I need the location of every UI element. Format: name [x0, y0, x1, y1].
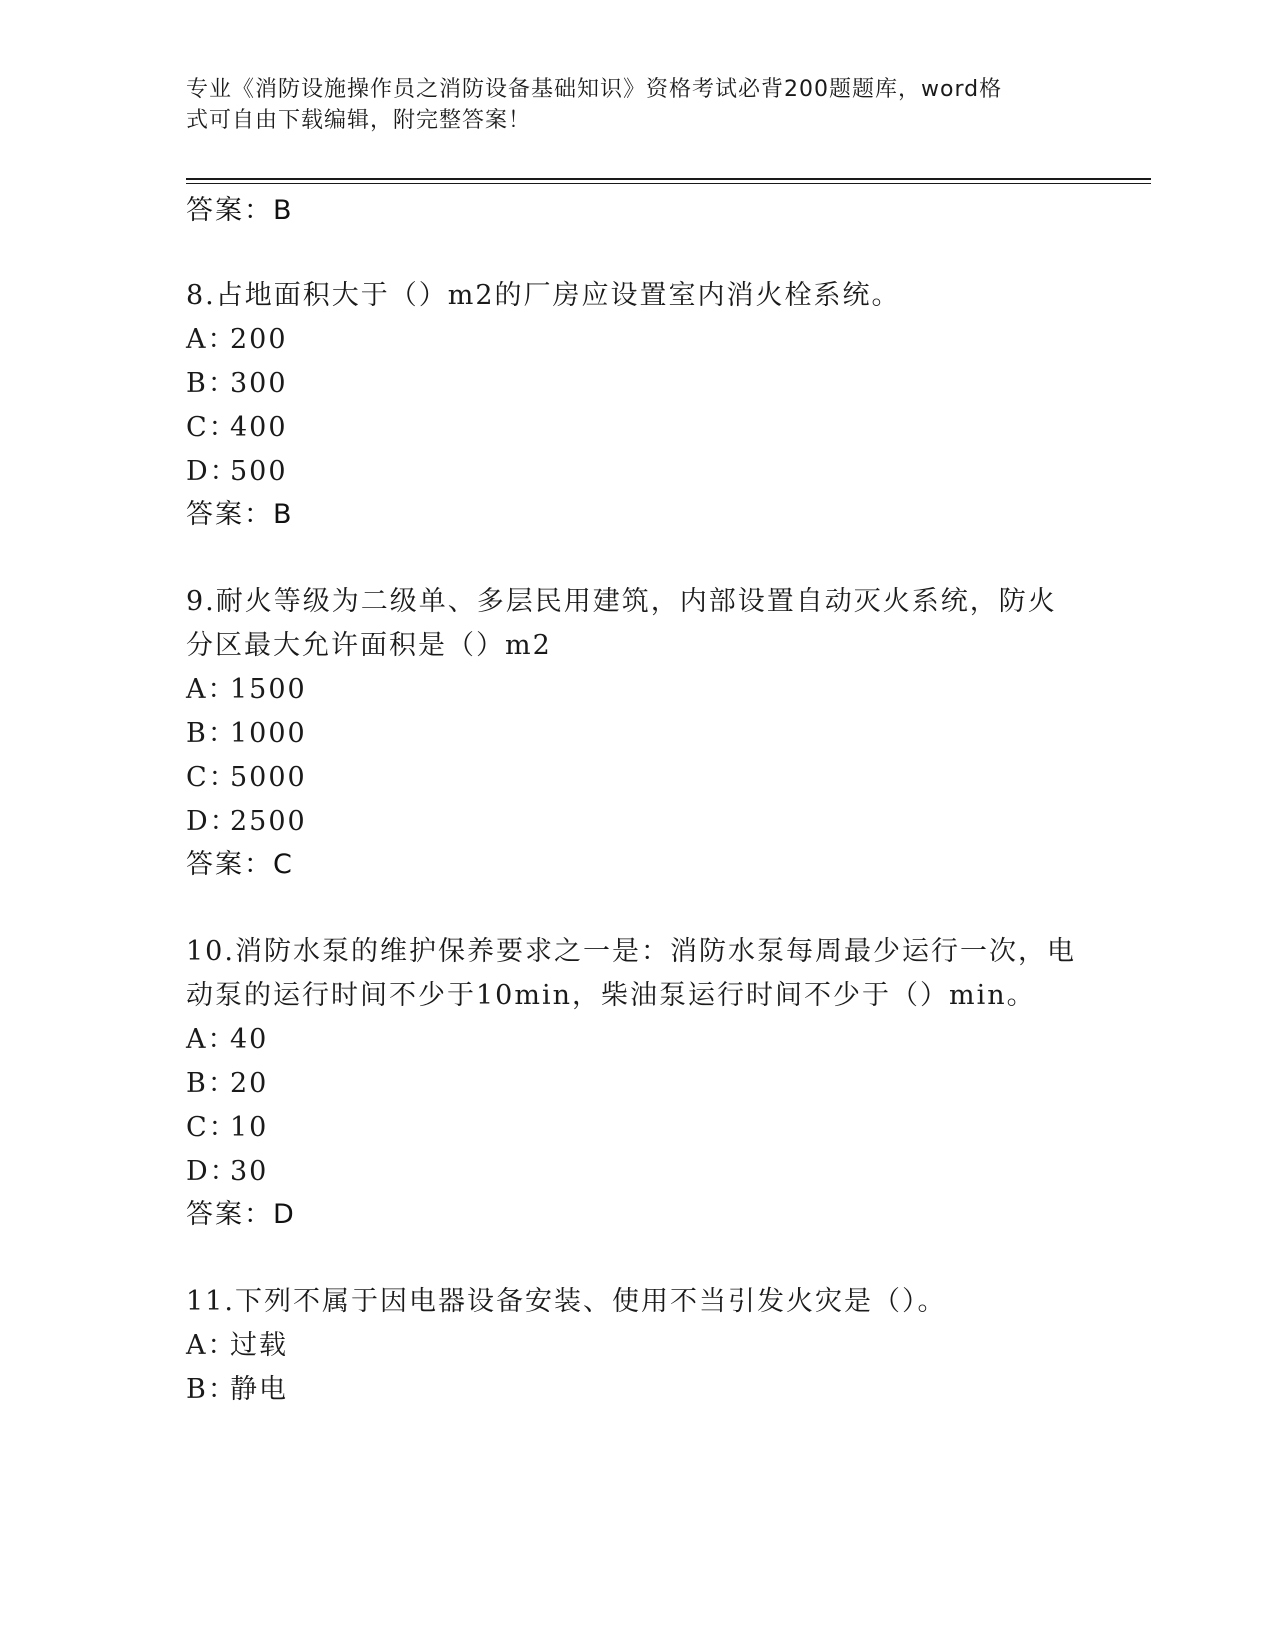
option-a	[186, 667, 307, 706]
option-c	[186, 1105, 268, 1144]
option-text: 500	[230, 456, 288, 487]
option-label: A：	[186, 1330, 237, 1361]
option-c	[186, 405, 288, 444]
option-text: 5000	[230, 762, 307, 793]
option-text: 30	[230, 1156, 269, 1187]
option-text: 20	[230, 1068, 269, 1099]
option-label: D：	[186, 806, 239, 837]
option-b	[186, 1061, 268, 1100]
option-b	[186, 361, 288, 400]
option-b	[186, 711, 307, 750]
option-text: 静电	[230, 1374, 288, 1405]
header-rule-thick	[186, 178, 1151, 180]
option-label: B：	[186, 718, 237, 749]
document-header	[186, 74, 1066, 136]
question-stem: 9.耐火等级为二级单、多层民用建筑，内部设置自动灭火系统，防火	[186, 586, 1057, 617]
question-stem: 11.下列不属于因电器设备安装、使用不当引发火灾是（）。	[186, 1286, 947, 1317]
option-text: 1000	[230, 718, 307, 749]
option-label: A：	[186, 674, 237, 705]
question-stem-continued: 动泵的运行时间不少于10min，柴油泵运行时间不少于（）min。	[186, 980, 1036, 1011]
answer-line: 答案：B	[186, 499, 294, 530]
option-a	[186, 1017, 268, 1056]
option-label: C：	[186, 762, 238, 793]
option-text: 400	[230, 412, 288, 443]
option-label: D：	[186, 456, 239, 487]
option-label: D：	[186, 1156, 239, 1187]
option-text: 300	[230, 368, 288, 399]
question-stem: 8.占地面积大于（）m2的厂房应设置室内消火栓系统。	[186, 280, 901, 311]
answer-line: 答案：C	[186, 849, 294, 880]
option-label: B：	[186, 1068, 237, 1099]
option-text: 10	[230, 1112, 269, 1143]
option-label: A：	[186, 324, 237, 355]
header-rule-thin	[186, 183, 1151, 184]
option-text: 1500	[230, 674, 307, 705]
option-label: A：	[186, 1024, 237, 1055]
option-d	[186, 799, 307, 838]
answer-line: 答案：B	[186, 195, 294, 226]
question-stem: 10.消防水泵的维护保养要求之一是：消防水泵每周最少运行一次，电	[186, 936, 1076, 967]
option-d	[186, 1149, 268, 1188]
option-a	[186, 317, 288, 356]
question-stem-continued: 分区最大允许面积是（）m2	[186, 630, 552, 661]
option-text: 过载	[230, 1330, 288, 1361]
option-label: B：	[186, 368, 237, 399]
option-a	[186, 1323, 288, 1362]
header-line-2: 式可自由下载编辑，附完整答案！	[186, 108, 532, 133]
option-text: 2500	[230, 806, 307, 837]
option-b	[186, 1367, 288, 1406]
header-line-1: 专业《消防设施操作员之消防设备基础知识》资格考试必背200题题库，word格	[186, 77, 1003, 102]
option-text: 40	[230, 1024, 269, 1055]
option-label: B：	[186, 1374, 237, 1405]
option-label: C：	[186, 1112, 238, 1143]
option-text: 200	[230, 324, 288, 355]
option-d	[186, 449, 288, 488]
answer-line: 答案：D	[186, 1199, 296, 1230]
option-c	[186, 755, 307, 794]
option-label: C：	[186, 412, 238, 443]
